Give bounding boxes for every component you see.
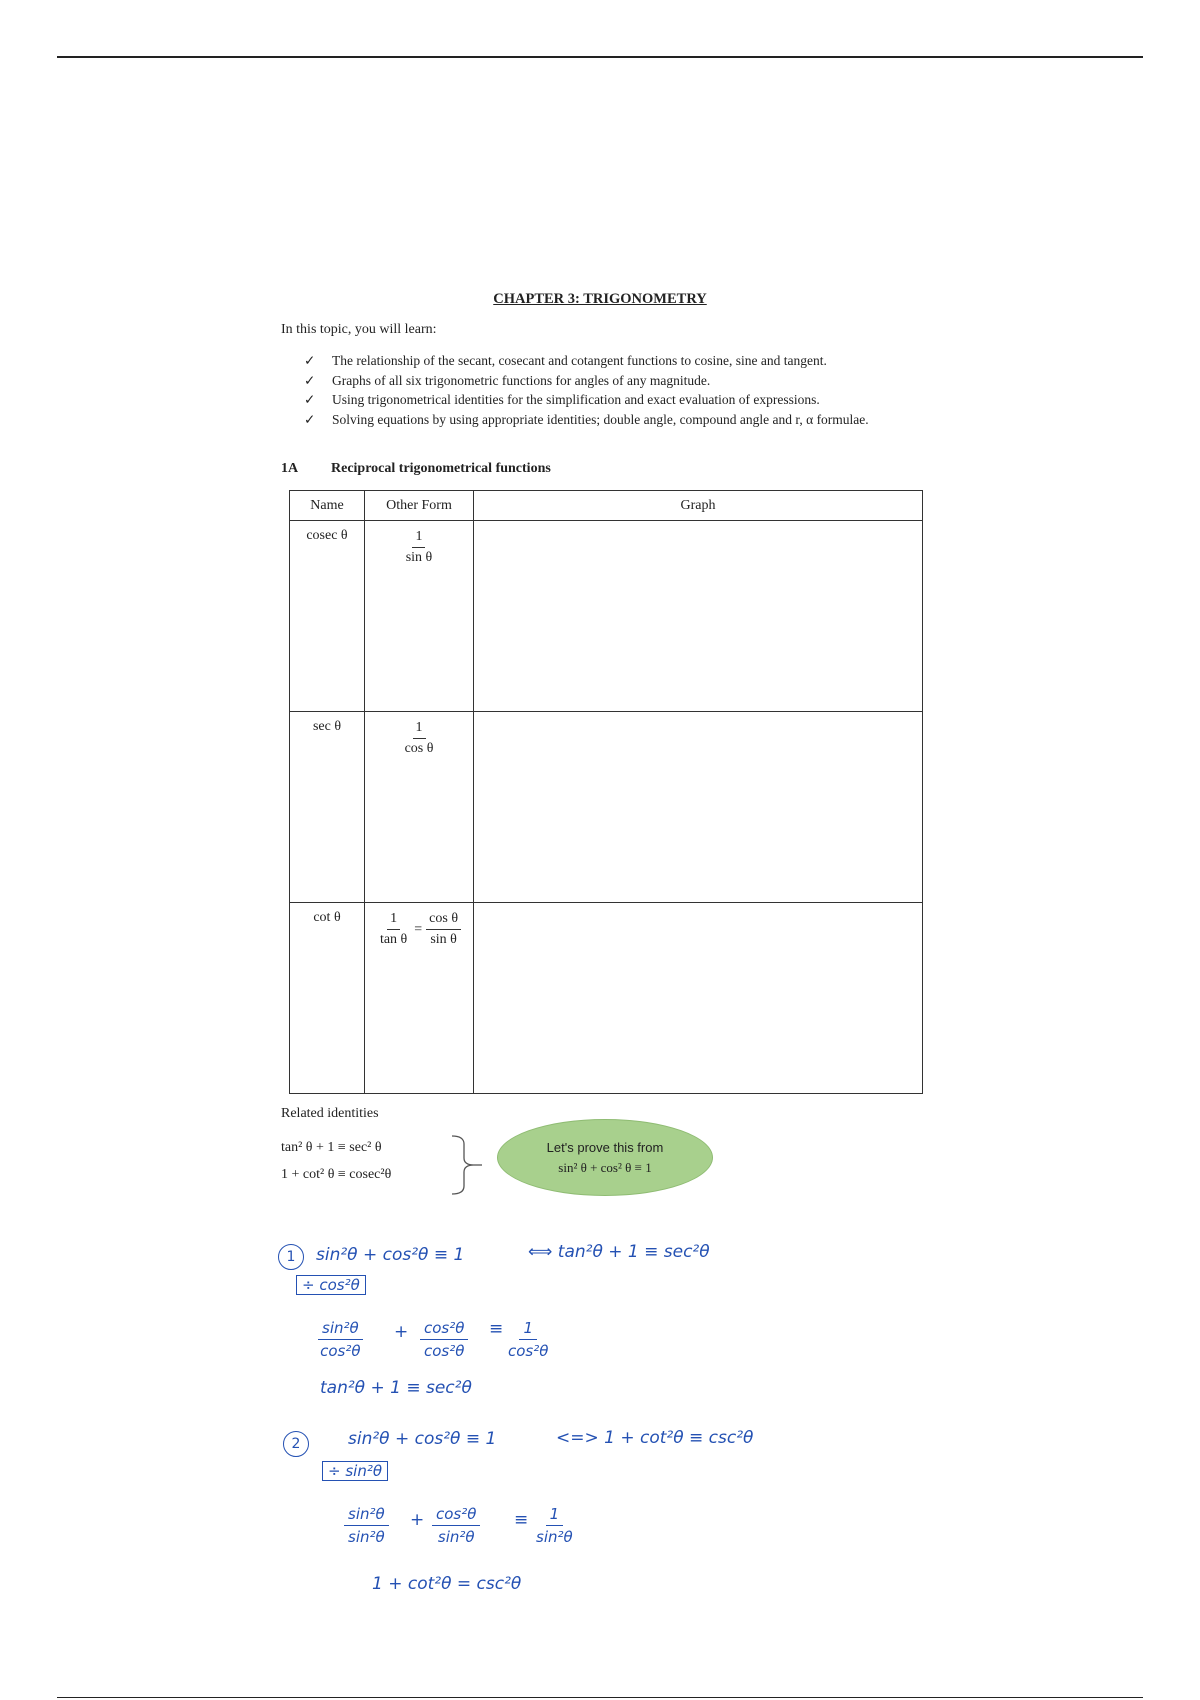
proof-2-plus: + — [410, 1510, 425, 1530]
cell-name: cot θ — [290, 903, 365, 1094]
table-row — [290, 712, 923, 903]
intro-text: In this topic, you will learn: — [281, 322, 437, 337]
cell-name: cosec θ — [290, 521, 365, 712]
proof-1-target: ⟺ tan²θ + 1 ≡ sec²θ — [528, 1242, 710, 1262]
proof-2-fraction-a: $\frac{\text{sin²θ}}{\text{sin²θ}}$ — [344, 1505, 389, 1546]
cell-other-form: $\frac{1}{\text{sin θ}}$ — [365, 521, 474, 712]
proof-1-equiv: ≡ — [489, 1319, 504, 1339]
cell-graph — [474, 903, 923, 1094]
table-row — [290, 521, 923, 712]
proof-1-result: tan²θ + 1 ≡ sec²θ — [320, 1378, 472, 1398]
checkmark-icon: ✓ — [304, 411, 316, 427]
proof-1-fraction-c: $\frac{1}{\text{cos²θ}}$ — [508, 1319, 549, 1360]
proof-1-fraction-a: $\frac{\text{sin²θ}}{\text{cos²θ}}$ — [318, 1319, 363, 1360]
cell-graph — [474, 712, 923, 903]
proof-2-target: <=> 1 + cot²θ ≡ csc²θ — [556, 1428, 754, 1448]
list-item: ✓ Graphs of all six trigonometric functions for angles of any magnitude. — [300, 371, 940, 391]
list-item: ✓ Solving equations by using appropriate identities; double angle, compound angle and r, α formulae. — [300, 410, 940, 430]
proof-1-plus: + — [394, 1322, 409, 1342]
reciprocal-functions-table — [289, 490, 923, 1094]
proof-2-statement: sin²θ + cos²θ ≡ 1 — [348, 1429, 497, 1449]
checkmark-icon: ✓ — [304, 392, 316, 407]
bubble-identity: sin² θ + cos² θ ≡ 1 — [558, 1159, 652, 1175]
related-identities-heading: Related identities — [281, 1106, 379, 1121]
list-item: ✓ The relationship of the secant, cosecant and cotangent functions to cosine, sine and tangent. — [300, 351, 940, 371]
proof-callout-bubble — [497, 1119, 713, 1196]
identity-cot-cosec: 1 + cot² θ ≡ cosec²θ — [281, 1167, 392, 1182]
table-header-row — [290, 491, 923, 521]
section-number: 1A — [281, 461, 299, 476]
proof-2-equiv: ≡ — [514, 1510, 529, 1530]
proof-1-fraction-b: $\frac{\text{cos²θ}}{\text{cos²θ}}$ — [420, 1319, 468, 1360]
checkmark-icon: ✓ — [304, 372, 316, 388]
proof-2-result: 1 + cot²θ = csc²θ — [372, 1574, 522, 1594]
cell-name: sec θ — [290, 712, 365, 903]
cell-graph — [474, 521, 923, 712]
header-graph: Graph — [474, 491, 923, 521]
proof-2-fraction-b: $\frac{\text{cos²θ}}{\text{sin²θ}}$ — [432, 1505, 480, 1546]
proof-2-divide-note: ÷ sin²θ — [322, 1461, 388, 1481]
identity-tan-sec: tan² θ + 1 ≡ sec² θ — [281, 1140, 382, 1155]
cell-other-form: $\frac{1}{\text{tan θ}}$ = $\frac{\text{cos θ}}{\text{sin θ}}$ — [365, 903, 474, 1094]
proof-1-divide-note: ÷ cos²θ — [296, 1275, 366, 1295]
table-row — [290, 903, 923, 1094]
footer-rule — [57, 1697, 1143, 1698]
proof-2-marker: 2 — [283, 1431, 309, 1457]
bubble-text: Let's prove this from — [546, 1139, 664, 1155]
header-rule — [57, 56, 1143, 58]
cell-other-form: $\frac{1}{\text{cos θ}}$ — [365, 712, 474, 903]
header-other-form: Other Form — [365, 491, 474, 521]
proof-2-fraction-c: $\frac{1}{\text{sin²θ}}$ — [536, 1505, 573, 1546]
list-item: ✓ Using trigonometrical identities for the simplification and exact evaluation of expressions. — [300, 390, 940, 410]
proof-1-statement: sin²θ + cos²θ ≡ 1 — [316, 1245, 465, 1265]
header-name: Name — [290, 491, 365, 521]
proof-1-marker: 1 — [278, 1244, 304, 1270]
checkmark-icon: ✓ — [304, 353, 316, 368]
curly-brace-icon — [450, 1134, 484, 1196]
objectives-list — [300, 351, 940, 429]
page-title: CHAPTER 3: TRIGONOMETRY — [493, 291, 707, 307]
section-heading — [281, 461, 551, 477]
section-title: Reciprocal trigonometrical functions — [331, 461, 551, 476]
